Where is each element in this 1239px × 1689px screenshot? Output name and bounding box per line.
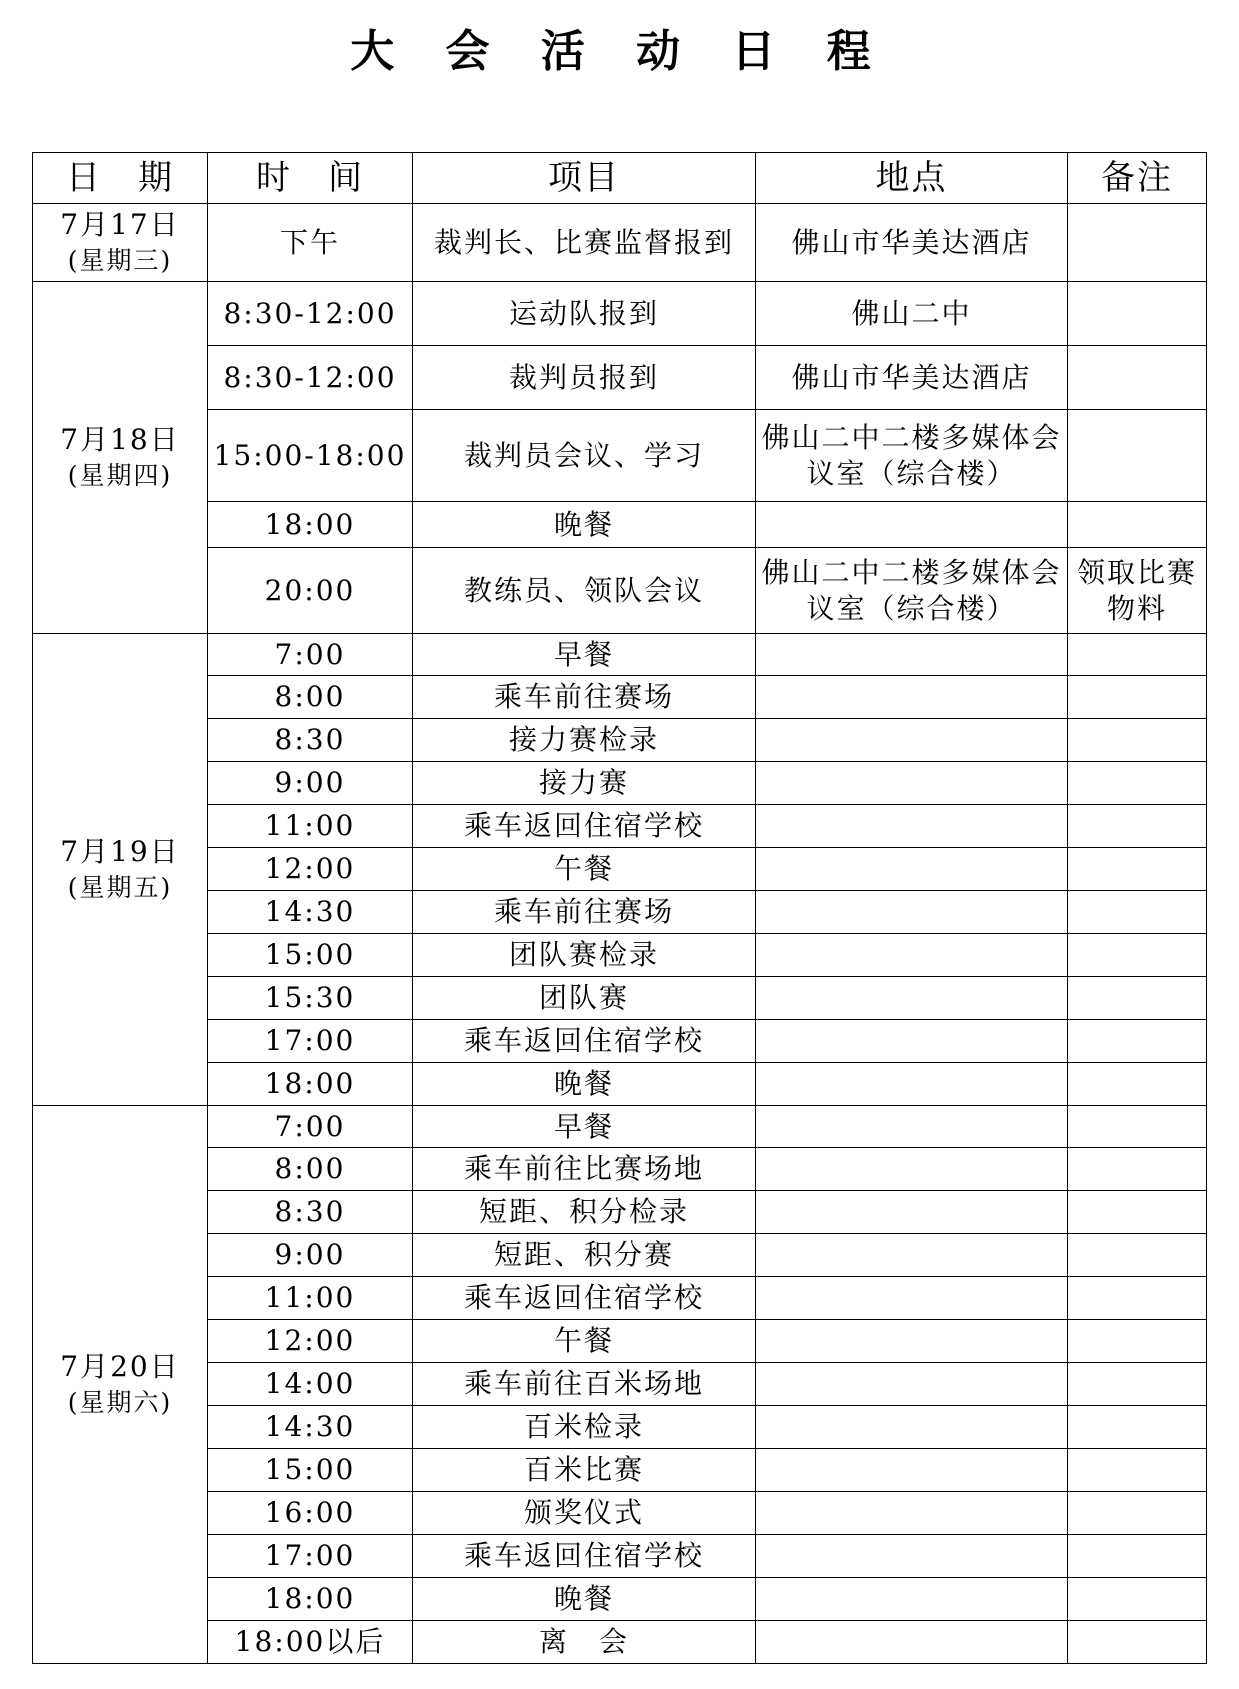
time-cell: 7:00: [208, 634, 413, 676]
item-cell: 乘车返回住宿学校: [413, 1277, 756, 1320]
time-cell: 下午: [208, 204, 413, 282]
table-row: [33, 346, 1207, 410]
place-cell: [756, 676, 1068, 719]
table-row: [33, 548, 1207, 634]
table-row: [33, 848, 1207, 891]
table-row: [33, 1406, 1207, 1449]
note-cell: [1068, 1578, 1207, 1621]
date-cell: [33, 1106, 208, 1664]
time-cell: 16:00: [208, 1492, 413, 1535]
time-cell: 14:30: [208, 891, 413, 934]
time-cell: 18:00: [208, 1063, 413, 1106]
time-cell: 17:00: [208, 1535, 413, 1578]
item-cell: 短距、积分赛: [413, 1234, 756, 1277]
header-time: 时 间: [208, 153, 413, 204]
time-cell: 18:00: [208, 1578, 413, 1621]
place-cell: [756, 1191, 1068, 1234]
table-row: [33, 1191, 1207, 1234]
schedule-table: [32, 152, 1207, 1664]
header-place: 地点: [756, 153, 1068, 204]
place-cell: [756, 1535, 1068, 1578]
note-cell: 领取比赛物料: [1068, 548, 1207, 634]
date-label: 7月20日: [60, 1349, 180, 1383]
note-cell: [1068, 1106, 1207, 1148]
note-cell: [1068, 1063, 1207, 1106]
date-label: 7月19日: [60, 834, 180, 868]
time-cell: 8:00: [208, 1148, 413, 1191]
item-cell: 晚餐: [413, 1063, 756, 1106]
item-cell: 乘车前往百米场地: [413, 1363, 756, 1406]
place-cell: [756, 1148, 1068, 1191]
time-cell: 18:00: [208, 502, 413, 548]
item-cell: 早餐: [413, 1106, 756, 1148]
note-cell: [1068, 1363, 1207, 1406]
table-row: [33, 1277, 1207, 1320]
table-row: [33, 934, 1207, 977]
table-row: [33, 676, 1207, 719]
place-cell: [756, 502, 1068, 548]
item-cell: 接力赛: [413, 762, 756, 805]
table-row: [33, 1621, 1207, 1664]
note-cell: [1068, 1621, 1207, 1664]
place-cell: [756, 762, 1068, 805]
note-cell: [1068, 1148, 1207, 1191]
place-cell: 佛山二中: [756, 282, 1068, 346]
header-item: 项目: [413, 153, 756, 204]
place-cell: [756, 1234, 1068, 1277]
table-row: [33, 410, 1207, 502]
place-cell: [756, 719, 1068, 762]
note-cell: [1068, 1277, 1207, 1320]
note-cell: [1068, 1492, 1207, 1535]
time-cell: 9:00: [208, 1234, 413, 1277]
schedule-body: [33, 204, 1207, 1664]
date-cell: [33, 634, 208, 1106]
note-cell: [1068, 762, 1207, 805]
table-row: [33, 1148, 1207, 1191]
place-cell: [756, 1492, 1068, 1535]
table-row: [33, 1106, 1207, 1148]
note-cell: [1068, 719, 1207, 762]
time-cell: 8:30: [208, 719, 413, 762]
item-cell: 午餐: [413, 848, 756, 891]
date-label: 7月17日: [60, 207, 180, 241]
weekday-label: (星期四): [67, 460, 173, 490]
place-cell: [756, 848, 1068, 891]
weekday-label: (星期五): [67, 872, 173, 902]
item-cell: 团队赛: [413, 977, 756, 1020]
item-cell: 团队赛检录: [413, 934, 756, 977]
time-cell: 7:00: [208, 1106, 413, 1148]
place-cell: 佛山二中二楼多媒体会议室（综合楼）: [756, 548, 1068, 634]
table-row: [33, 634, 1207, 676]
item-cell: 乘车前往赛场: [413, 676, 756, 719]
place-cell: [756, 805, 1068, 848]
table-row: [33, 1449, 1207, 1492]
item-cell: 短距、积分检录: [413, 1191, 756, 1234]
page-title: 大 会 活 动 日 程: [350, 26, 889, 77]
time-cell: 12:00: [208, 848, 413, 891]
table-row: [33, 719, 1207, 762]
table-row: [33, 977, 1207, 1020]
time-cell: 15:30: [208, 977, 413, 1020]
note-cell: [1068, 634, 1207, 676]
place-cell: 佛山市华美达酒店: [756, 204, 1068, 282]
time-cell: 14:30: [208, 1406, 413, 1449]
header-note: 备注: [1068, 153, 1207, 204]
place-cell: [756, 1363, 1068, 1406]
time-cell: 20:00: [208, 548, 413, 634]
date-cell: [33, 282, 208, 634]
place-cell: [756, 1020, 1068, 1063]
item-cell: 晚餐: [413, 1578, 756, 1621]
note-cell: [1068, 891, 1207, 934]
place-cell: [756, 1406, 1068, 1449]
item-cell: 乘车前往赛场: [413, 891, 756, 934]
time-cell: 8:30: [208, 1191, 413, 1234]
place-cell: [756, 934, 1068, 977]
table-row: [33, 1320, 1207, 1363]
place-cell: 佛山市华美达酒店: [756, 346, 1068, 410]
time-cell: 9:00: [208, 762, 413, 805]
time-cell: 15:00: [208, 1449, 413, 1492]
time-cell: 17:00: [208, 1020, 413, 1063]
time-cell: 11:00: [208, 1277, 413, 1320]
item-cell: 裁判员会议、学习: [413, 410, 756, 502]
table-row: [33, 1492, 1207, 1535]
header-date: 日 期: [33, 153, 208, 204]
place-cell: [756, 1063, 1068, 1106]
time-cell: 14:00: [208, 1363, 413, 1406]
item-cell: 运动队报到: [413, 282, 756, 346]
item-cell: 晚餐: [413, 502, 756, 548]
table-row: [33, 204, 1207, 282]
item-cell: 接力赛检录: [413, 719, 756, 762]
time-cell: 12:00: [208, 1320, 413, 1363]
time-cell: 15:00-18:00: [208, 410, 413, 502]
table-row: [33, 1020, 1207, 1063]
date-cell: [33, 204, 208, 282]
item-cell: 乘车返回住宿学校: [413, 1535, 756, 1578]
note-cell: [1068, 676, 1207, 719]
item-cell: 百米检录: [413, 1406, 756, 1449]
note-cell: [1068, 502, 1207, 548]
item-cell: 离 会: [413, 1621, 756, 1664]
item-cell: 裁判员报到: [413, 346, 756, 410]
item-cell: 百米比赛: [413, 1449, 756, 1492]
item-cell: 教练员、领队会议: [413, 548, 756, 634]
note-cell: [1068, 848, 1207, 891]
place-cell: [756, 634, 1068, 676]
item-cell: 乘车前往比赛场地: [413, 1148, 756, 1191]
place-cell: [756, 1277, 1068, 1320]
time-cell: 11:00: [208, 805, 413, 848]
note-cell: [1068, 346, 1207, 410]
time-cell: 8:30-12:00: [208, 346, 413, 410]
note-cell: [1068, 204, 1207, 282]
note-cell: [1068, 1234, 1207, 1277]
date-label: 7月18日: [60, 422, 180, 456]
time-cell: 8:30-12:00: [208, 282, 413, 346]
item-cell: 乘车返回住宿学校: [413, 805, 756, 848]
place-cell: [756, 1320, 1068, 1363]
weekday-label: (星期三): [67, 245, 173, 275]
item-cell: 早餐: [413, 634, 756, 676]
place-cell: [756, 1449, 1068, 1492]
table-row: [33, 502, 1207, 548]
table-row: [33, 1535, 1207, 1578]
table-row: [33, 762, 1207, 805]
note-cell: [1068, 1191, 1207, 1234]
item-cell: 乘车返回住宿学校: [413, 1020, 756, 1063]
note-cell: [1068, 1320, 1207, 1363]
header-row: [33, 153, 1207, 204]
place-cell: [756, 977, 1068, 1020]
place-cell: [756, 1106, 1068, 1148]
item-cell: 裁判长、比赛监督报到: [413, 204, 756, 282]
note-cell: [1068, 282, 1207, 346]
item-cell: 午餐: [413, 1320, 756, 1363]
place-cell: [756, 1621, 1068, 1664]
place-cell: 佛山二中二楼多媒体会议室（综合楼）: [756, 410, 1068, 502]
table-row: [33, 282, 1207, 346]
table-row: [33, 1363, 1207, 1406]
place-cell: [756, 1578, 1068, 1621]
time-cell: 8:00: [208, 676, 413, 719]
note-cell: [1068, 1449, 1207, 1492]
time-cell: 15:00: [208, 934, 413, 977]
note-cell: [1068, 934, 1207, 977]
note-cell: [1068, 1535, 1207, 1578]
weekday-label: (星期六): [67, 1387, 173, 1417]
note-cell: [1068, 410, 1207, 502]
place-cell: [756, 891, 1068, 934]
table-row: [33, 1234, 1207, 1277]
time-cell: 18:00以后: [208, 1621, 413, 1664]
note-cell: [1068, 1406, 1207, 1449]
table-row: [33, 1063, 1207, 1106]
table-row: [33, 1578, 1207, 1621]
table-row: [33, 891, 1207, 934]
note-cell: [1068, 1020, 1207, 1063]
note-cell: [1068, 805, 1207, 848]
item-cell: 颁奖仪式: [413, 1492, 756, 1535]
note-cell: [1068, 977, 1207, 1020]
table-row: [33, 805, 1207, 848]
